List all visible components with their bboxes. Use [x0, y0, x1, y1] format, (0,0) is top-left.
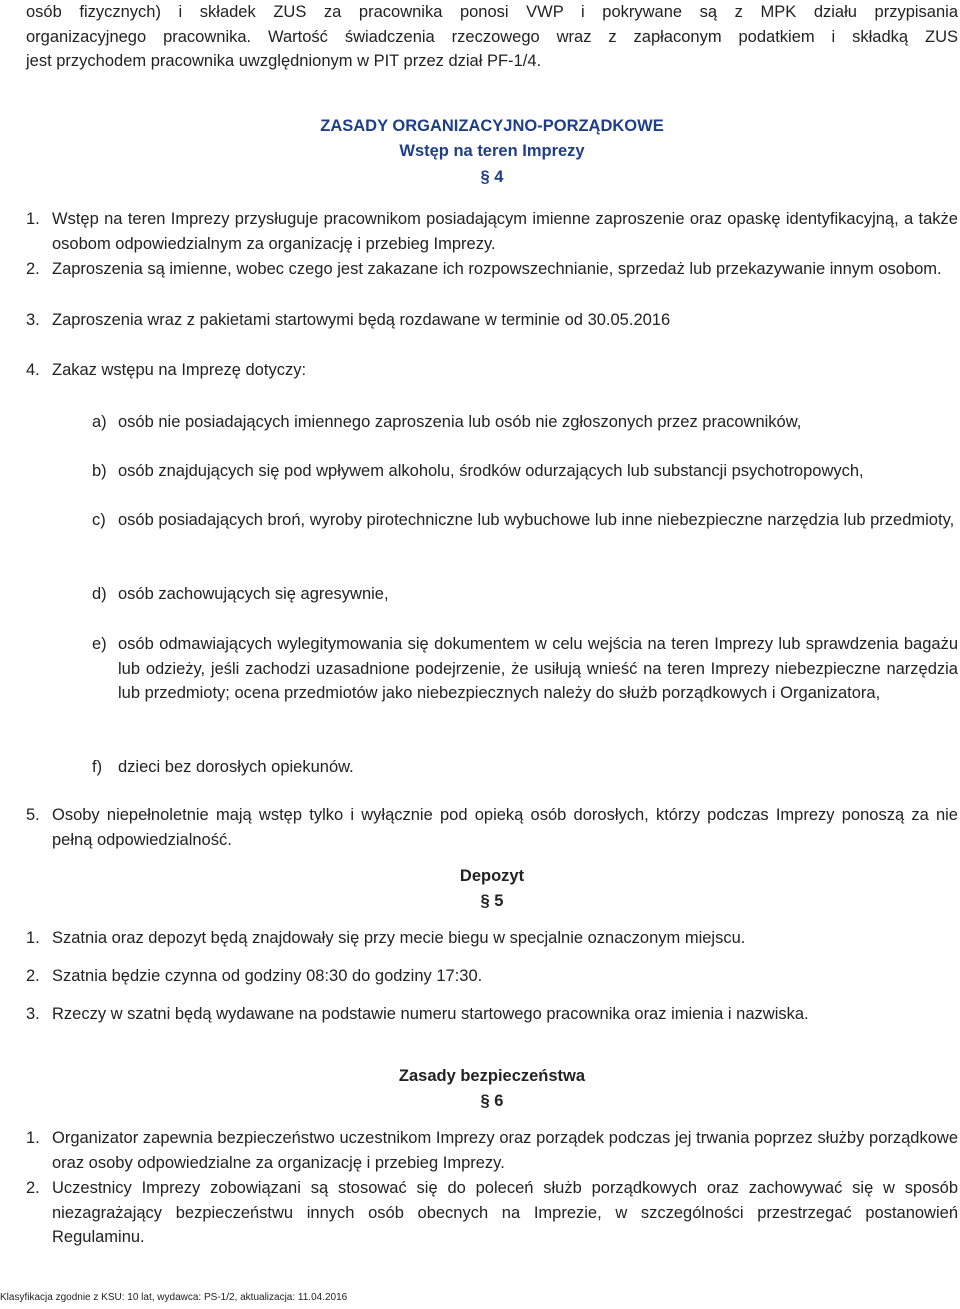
sub-item-text: dzieci bez dorosłych opiekunów.	[118, 758, 354, 776]
item-text: Szatnia oraz depozyt będą znajdowały się przy mecie biegu w specjalnie oznaczonym miejscu.	[52, 929, 746, 947]
paragraph-line: osób fizycznych) i składek ZUS za pracownika ponosi VWP i pokrywane są z MPK działu przypisania	[26, 3, 958, 21]
item-text: Zakaz wstępu na Imprezę dotyczy:	[52, 361, 307, 379]
paragraph-line: organizacyjnego pracownika. Wartość świadczenia rzeczowego wraz z zapłaconym podatkiem i składką ZUS	[26, 27, 958, 46]
sub-item-letter: f)	[92, 758, 103, 776]
page-footer: Klasyfikacja zgodnie z KSU: 10 lat, wydawca: PS-1/2, aktualizacja: 11.04.2016	[0, 1292, 348, 1303]
sub-item-letter: d)	[92, 585, 107, 603]
section-5-item	[26, 964, 958, 989]
item-number: 5.	[26, 806, 40, 824]
item-number: 2.	[26, 260, 40, 278]
sub-item	[26, 582, 958, 607]
section-mark: § 5	[480, 891, 504, 910]
section-4-item	[26, 207, 958, 256]
section-mark: § 4	[480, 168, 504, 186]
sub-item-text: osób zachowujących się agresywnie,	[118, 585, 389, 603]
sub-item-letter: a)	[92, 413, 107, 431]
section-5-item	[26, 926, 958, 951]
section-mark: § 6	[480, 1091, 504, 1110]
section-4-item	[26, 358, 958, 383]
item-text: Zaproszenia wraz z pakietami startowymi będą rozdawane w terminie od 30.05.2016	[52, 311, 671, 329]
sub-item-text: osób znajdujących się pod wpływem alkoholu, środków odurzających lub substancji psychotropowych,	[118, 462, 864, 480]
sub-item	[26, 459, 958, 484]
item-number: 1.	[26, 1129, 40, 1147]
item-text: Rzeczy w szatni będą wydawane na podstawie numeru startowego pracownika oraz imienia i nazwiska.	[52, 1005, 809, 1023]
item-text: Zaproszenia są imienne, wobec czego jest zakazane ich rozpowszechnianie, sprzedaż lub przekazywanie innym osobom.	[52, 260, 942, 278]
section-4-item	[26, 257, 958, 282]
section-6-item	[26, 1176, 958, 1250]
sub-item-text: osób odmawiających wylegitymowania się dokumentem w celu wejścia na teren Imprezy lub sprawdzenia bagażu lub odzieży, jeśli zachodzi uzasadnione podejrzenie, że usiłują wnieść na teren Imprezy niebezpieczne narzędzia lub przedmioty; ocena przedmiotów jako niebezpiecznych należy do służb porządkowych i Organizatora,	[118, 635, 958, 702]
item-number: 3.	[26, 1005, 40, 1023]
section-subtitle: Wstęp na teren Imprezy	[399, 141, 585, 160]
item-text: Osoby niepełnoletnie mają wstęp tylko i wyłącznie pod opieką osób dorosłych, którzy podczas Imprezy ponoszą za nie pełną odpowiedzialność.	[52, 806, 958, 849]
section-6-item	[26, 1126, 958, 1175]
item-text: Organizator zapewnia bezpieczeństwo uczestnikom Imprezy oraz porządek podczas jej trwania poprzez służby porządkowe oraz osoby odpowiedzialne za organizację i przebieg Imprezy.	[52, 1129, 958, 1172]
sub-item-text: osób nie posiadających imiennego zaproszenia lub osób nie zgłoszonych przez pracowników,	[118, 413, 802, 431]
paragraph-line: jest przychodem pracownika uwzględnionym w PIT przez dział PF-1/4.	[26, 52, 542, 70]
item-number: 1.	[26, 210, 40, 228]
sub-item	[26, 632, 958, 706]
section-4-item	[26, 308, 958, 333]
sub-item-letter: c)	[92, 511, 106, 529]
item-number: 3.	[26, 311, 40, 329]
item-number: 4.	[26, 361, 40, 379]
item-number: 1.	[26, 929, 40, 947]
section-5-item	[26, 1002, 958, 1027]
section-title: Zasady bezpieczeństwa	[398, 1067, 586, 1085]
section-6-header	[26, 1064, 958, 1113]
section-4-item	[26, 803, 958, 852]
item-number: 2.	[26, 1179, 40, 1197]
item-number: 2.	[26, 967, 40, 985]
sub-item-letter: b)	[92, 462, 107, 480]
sub-item-text: osób posiadających broń, wyroby pirotechniczne lub wybuchowe lub inne niebezpieczne narzędzia lub przedmioty,	[118, 511, 955, 529]
sub-item	[26, 410, 958, 435]
sub-item	[26, 755, 958, 780]
item-text: Uczestnicy Imprezy zobowiązani są stosować się do poleceń służb porządkowych oraz zachowywać się w sposób niezagrażający bezpieczeństwu innych osób obecnych na Imprezie, w szczególności przestrzegać postanowień Regulaminu.	[52, 1179, 958, 1246]
section-title: Depozyt	[459, 867, 525, 885]
section-5-header	[26, 864, 958, 913]
top-paragraph	[26, 0, 958, 74]
sub-item	[26, 508, 958, 533]
item-text: Szatnia będzie czynna od godziny 08:30 do godziny 17:30.	[52, 967, 483, 985]
sub-item-letter: e)	[92, 635, 107, 653]
item-text: Wstęp na teren Imprezy przysługuje pracownikom posiadającym imienne zaproszenie oraz opaskę identyfikacyjną, a także osobom odpowiedzialnym za organizację i przebieg Imprezy.	[52, 210, 958, 253]
section-4-header	[26, 114, 958, 190]
section-title: ZASADY ORGANIZACYJNO-PORZĄDKOWE	[320, 117, 664, 135]
